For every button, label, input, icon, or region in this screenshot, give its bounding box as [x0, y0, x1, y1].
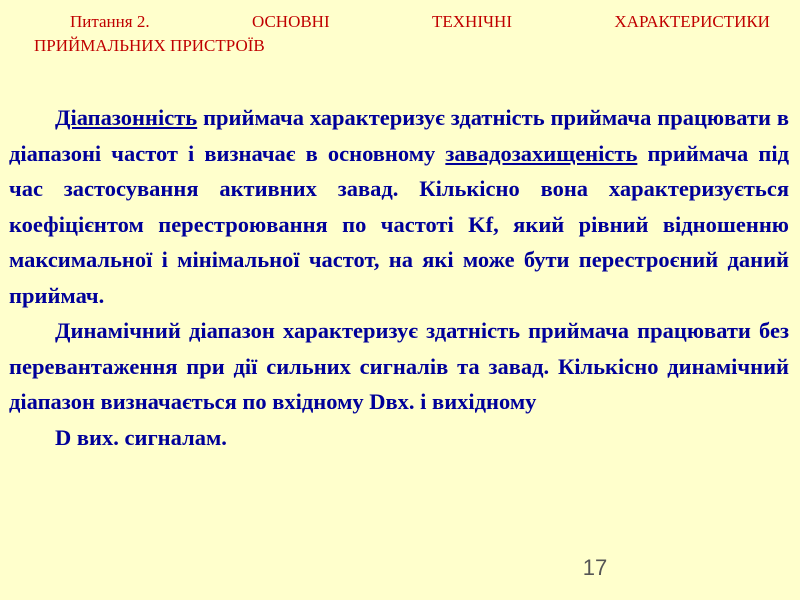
title-word: ОСНОВНІ — [251, 12, 330, 31]
paragraph-range — [9, 100, 789, 313]
page-number: 17 — [582, 555, 608, 580]
paragraph-text: приймача під час застосування активних завад. Кількісно вона характеризується коефіцієнтом перестроювання по частоті Kf, який рівний відношенню максимальної і мінімальної частот, на які може бути перестроєний даний приймач. — [9, 140, 789, 308]
slide-title — [34, 10, 770, 58]
title-line-1 — [34, 10, 770, 34]
term-noise-immunity: завадозахищеність — [445, 140, 638, 166]
paragraph-end — [9, 420, 789, 456]
slide-body — [9, 100, 789, 455]
paragraph-text: Динамічний діапазон характеризує здатність приймача працювати без перевантаження при дії сильних сигналів та завад. Кількісно динамічний діапазон визначається по вхідному Dвх. і вихідному — [9, 318, 789, 414]
paragraph-text: D вих. сигналам. — [55, 424, 227, 450]
title-line-2: ПРИЙМАЛЬНИХ ПРИСТРОЇВ — [34, 36, 265, 55]
term-range: Діапазонність — [55, 105, 198, 130]
title-word: ТЕХНІЧНІ — [432, 12, 512, 31]
title-word: ХАРАКТЕРИСТИКИ — [614, 12, 770, 31]
title-word: Питання 2. — [70, 12, 150, 31]
paragraph-text: приймача характеризує здатність приймача працювати в діапазоні частот і визначає в основному — [9, 105, 789, 166]
paragraph-dynamic-range — [9, 313, 789, 420]
